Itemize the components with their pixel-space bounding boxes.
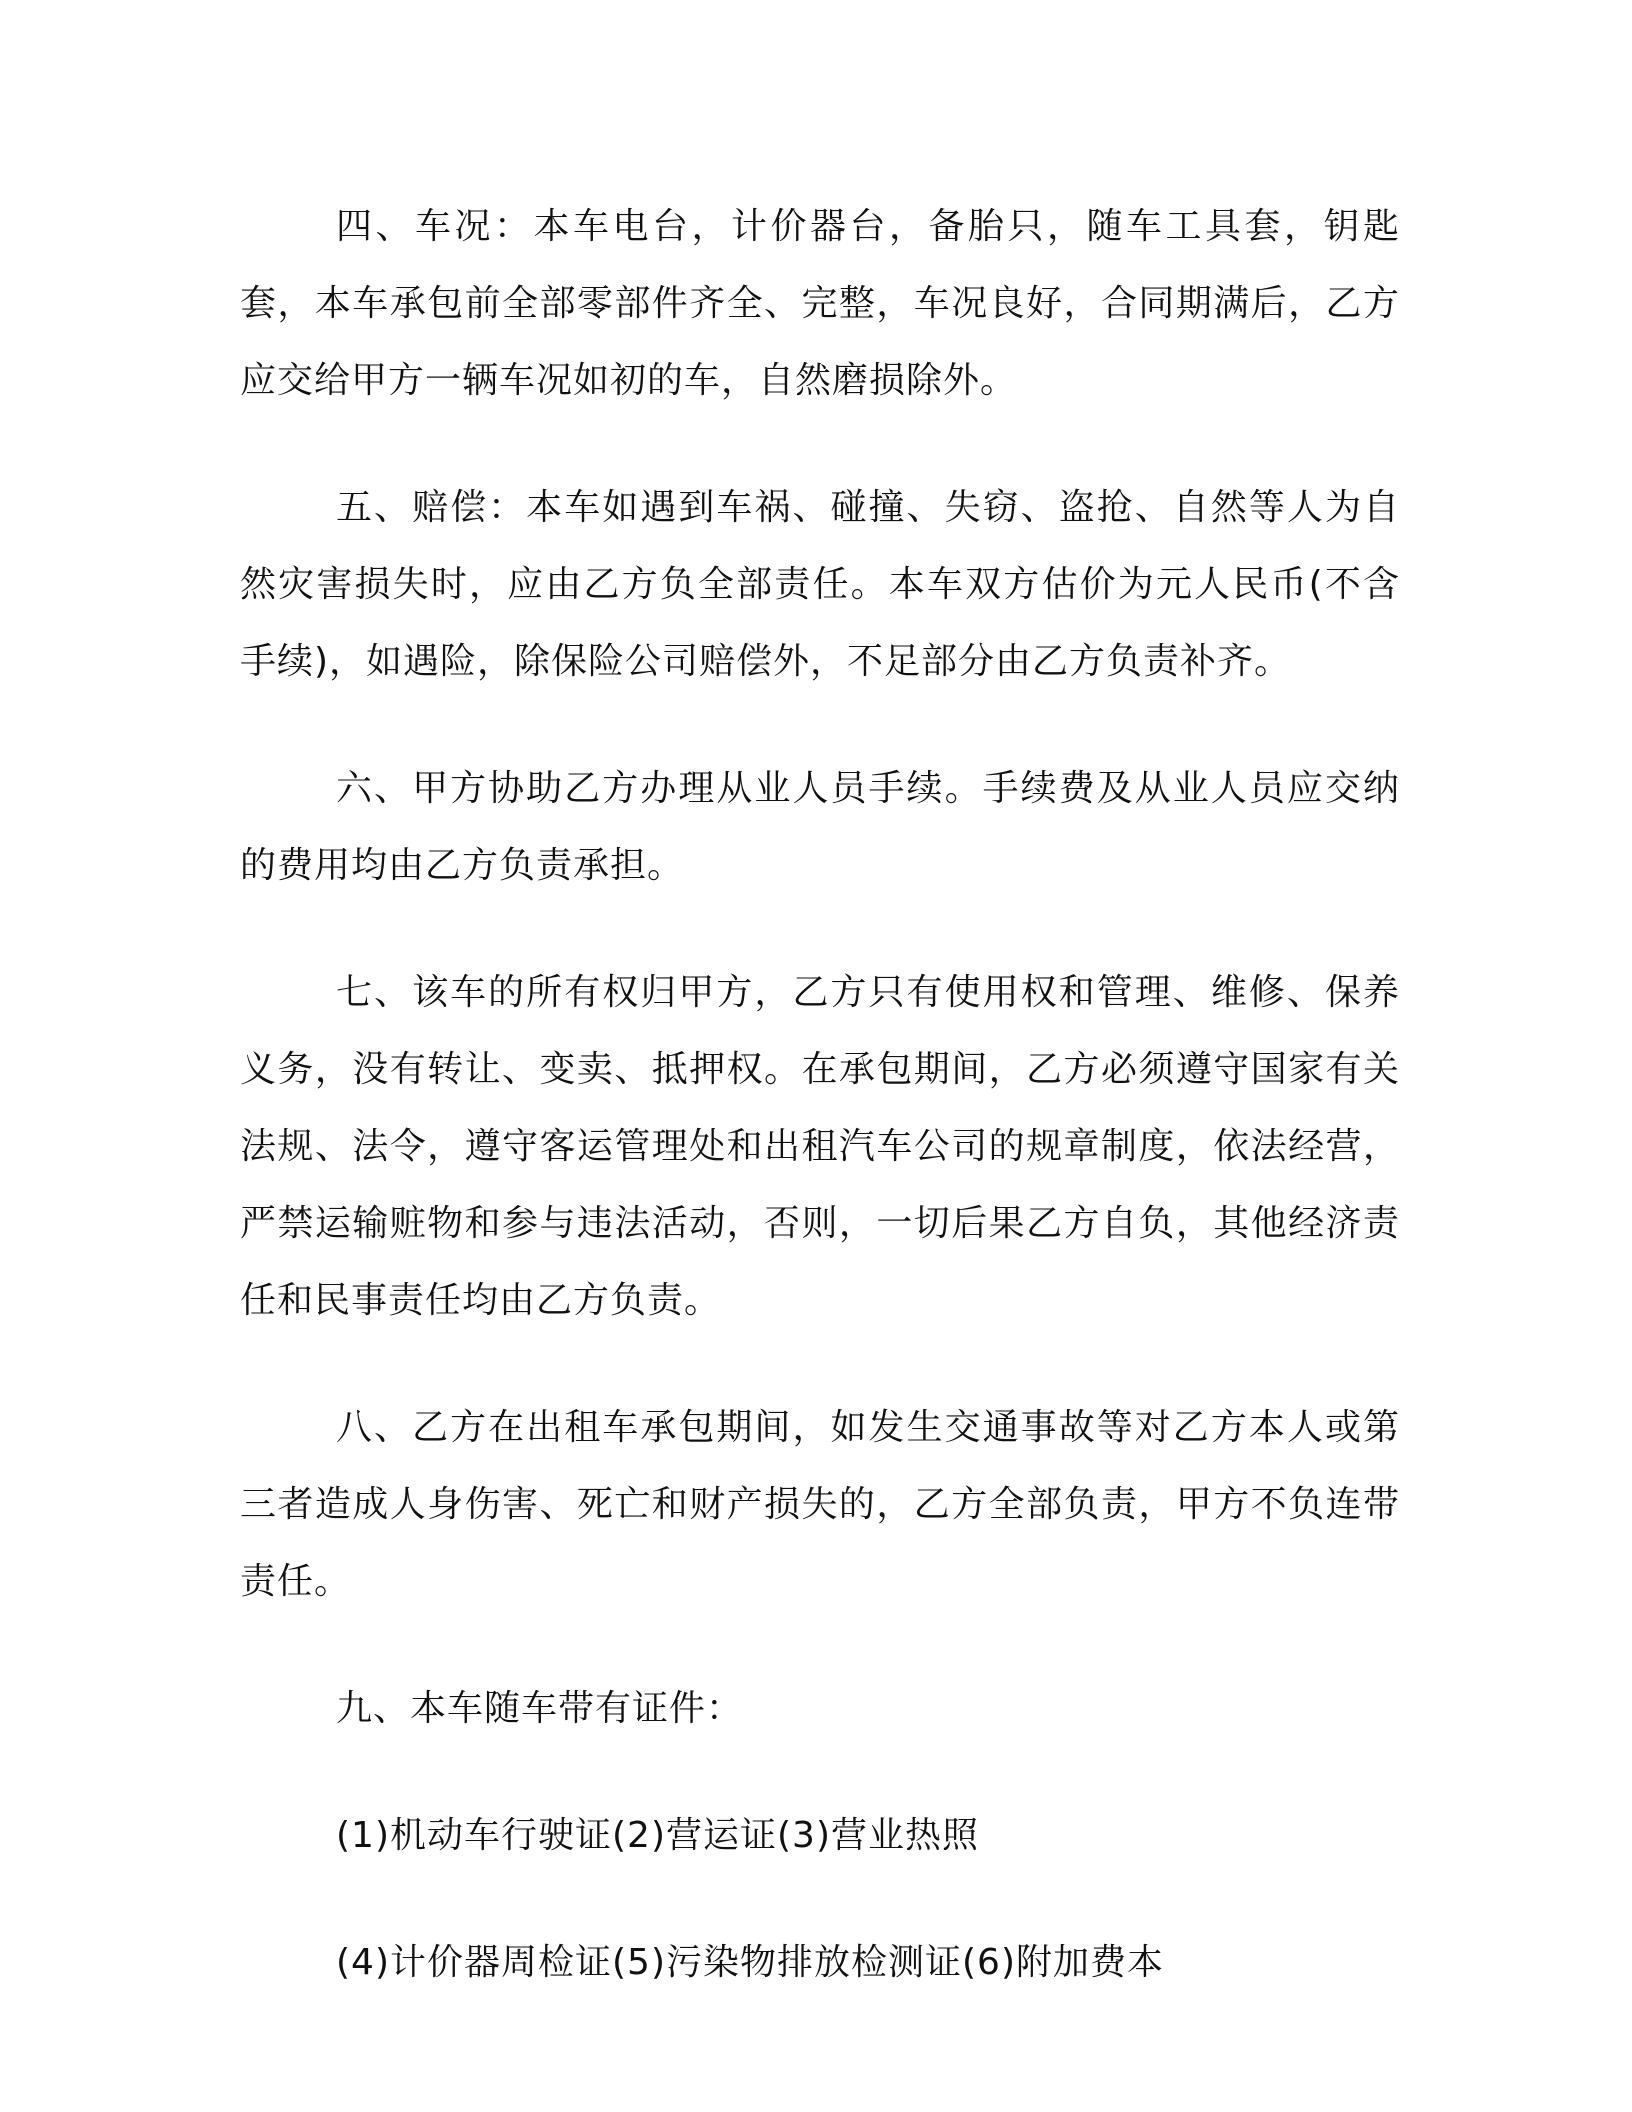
clause-8-liability: 八、乙方在出租车承包期间，如发生交通事故等对乙方本人或第三者造成人身伤害、死亡和财产损失的，乙方全部负责，甲方不负连带责任。	[240, 1407, 1400, 1602]
clause-7-ownership: 七、该车的所有权归甲方，乙方只有使用权和管理、维修、保养义务，没有转让、变卖、抵押权。在承包期间，乙方必须遵守国家有关法规、法令，遵守客运管理处和出租汽车公司的规章制度，依法经营，严禁运输赃物和参与违法活动，否则，一切后果乙方自负，其他经济责任和民事责任均由乙方负责。	[240, 972, 1400, 1321]
documents-list-line-1: (1)机动车行驶证(2)营运证(3)营业热照	[336, 1815, 979, 1856]
clause-9-documents-heading: 九、本车随车带有证件：	[336, 1688, 744, 1729]
documents-list-line-2: (4)计价器周检证(5)污染物排放检测证(6)附加费本	[336, 1942, 1164, 1983]
clause-5-compensation: 五、赔偿：本车如遇到车祸、碰撞、失窃、盗抢、自然等人为自然灾害损失时，应由乙方负全部责任。本车双方估价为元人民币(不含手续)，如遇险，除保险公司赔偿外，不足部分由乙方负责补齐。	[240, 487, 1400, 682]
clause-4-vehicle-condition: 四、车况：本车电台，计价器台，备胎只，随车工具套，钥匙套，本车承包前全部零部件齐全、完整，车况良好，合同期满后，乙方应交给甲方一辆车况如初的车，自然磨损除外。	[240, 206, 1400, 401]
document-body	[240, 188, 1400, 2001]
clause-6-staff-procedures: 六、甲方协助乙方办理从业人员手续。手续费及从业人员应交纳的费用均由乙方负责承担。	[240, 768, 1400, 886]
